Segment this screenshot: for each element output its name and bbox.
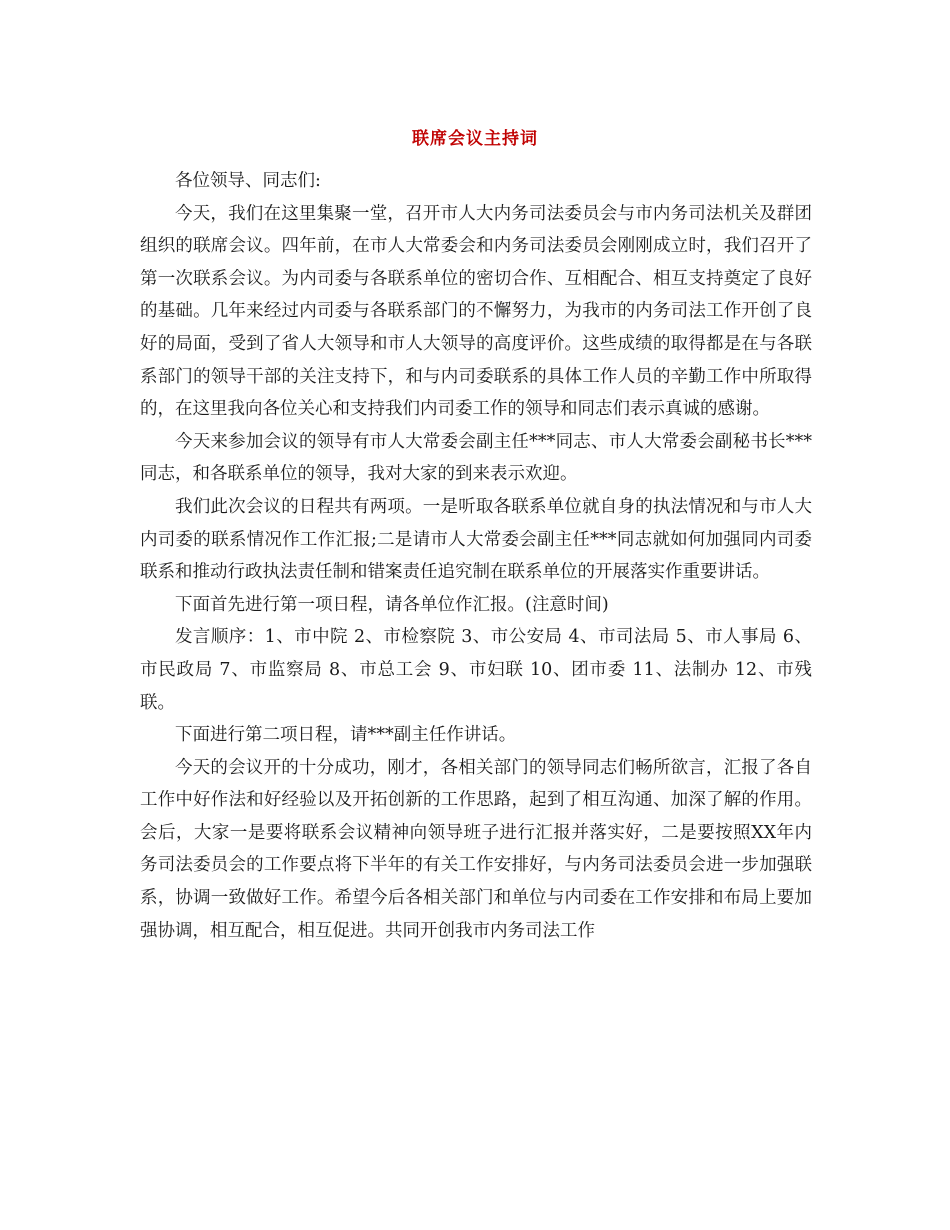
paragraph-attendees: 今天来参加会议的领导有市人大常委会副主任***同志、市人大常委会副秘书长***同志，和各联系单位的领导，我对大家的到来表示欢迎。 bbox=[140, 431, 812, 485]
paragraph-opening: 今天，我们在这里集聚一堂，召开市人大内务司法委员会与市内务司法机关及群团组织的联席会议。四年前，在市人大常委会和内务司法委员会刚刚成立时，我们召开了第一次联系会议。为内司委与各联系单位的密切合作、互相配合、相互支持奠定了良好的基础。几年来经过内司委与各联系部门的不懈努力，为我市的内务司法工作开创了良好的局面，受到了省人大领导和市人大领导的高度评价。这些成绩的取得都是在与各联系部门的领导干部的关注支持下，和与内司委联系的具体工作人员的辛勤工作中所取得的，在这里我向各位关心和支持我们内司委工作的领导和同志们表示真诚的感谢。 bbox=[140, 203, 812, 420]
paragraph-greeting: 各位领导、同志们: bbox=[175, 171, 321, 191]
document-body bbox=[140, 165, 812, 947]
paragraph-second-item: 下面进行第二项日程，请***副主任作讲话。 bbox=[175, 725, 517, 746]
paragraph-first-item: 下面首先进行第一项日程，请各单位作汇报。(注意时间) bbox=[175, 594, 609, 615]
paragraph-speaking-order: 发言顺序：1、市中院 2、市检察院 3、市公安局 4、市司法局 5、市人事局 6、市民政局 7、市监察局 8、市总工会 9、市妇联 10、团市委 11、法制办 12、市残联。 bbox=[140, 627, 812, 713]
paragraph-closing: 今天的会议开的十分成功，刚才，各相关部门的领导同志们畅所欲言，汇报了各自工作中好作法和好经验以及开拓创新的工作思路，起到了相互沟通、加深了解的作用。会后，大家一是要将联系会议精神向领导班子进行汇报并落实好，二是要按照XX年内务司法委员会的工作要点将下半年的有关工作安排好，与内务司法委员会进一步加强联系，协调一致做好工作。希望今后各相关部门和单位与内司委在工作安排和布局上要加强协调，相互配合，相互促进。共同开创我市内务司法工作 bbox=[140, 757, 812, 941]
document-title: 联席会议主持词 bbox=[412, 129, 538, 149]
paragraph-agenda: 我们此次会议的日程共有两项。一是听取各联系单位就自身的执法情况和与市人大内司委的联系情况作工作汇报;二是请市人大常委会副主任***同志就如何加强同内司委联系和推动行政执法责任制和错案责任追究制在联系单位的开展落实作重要讲话。 bbox=[140, 496, 812, 583]
